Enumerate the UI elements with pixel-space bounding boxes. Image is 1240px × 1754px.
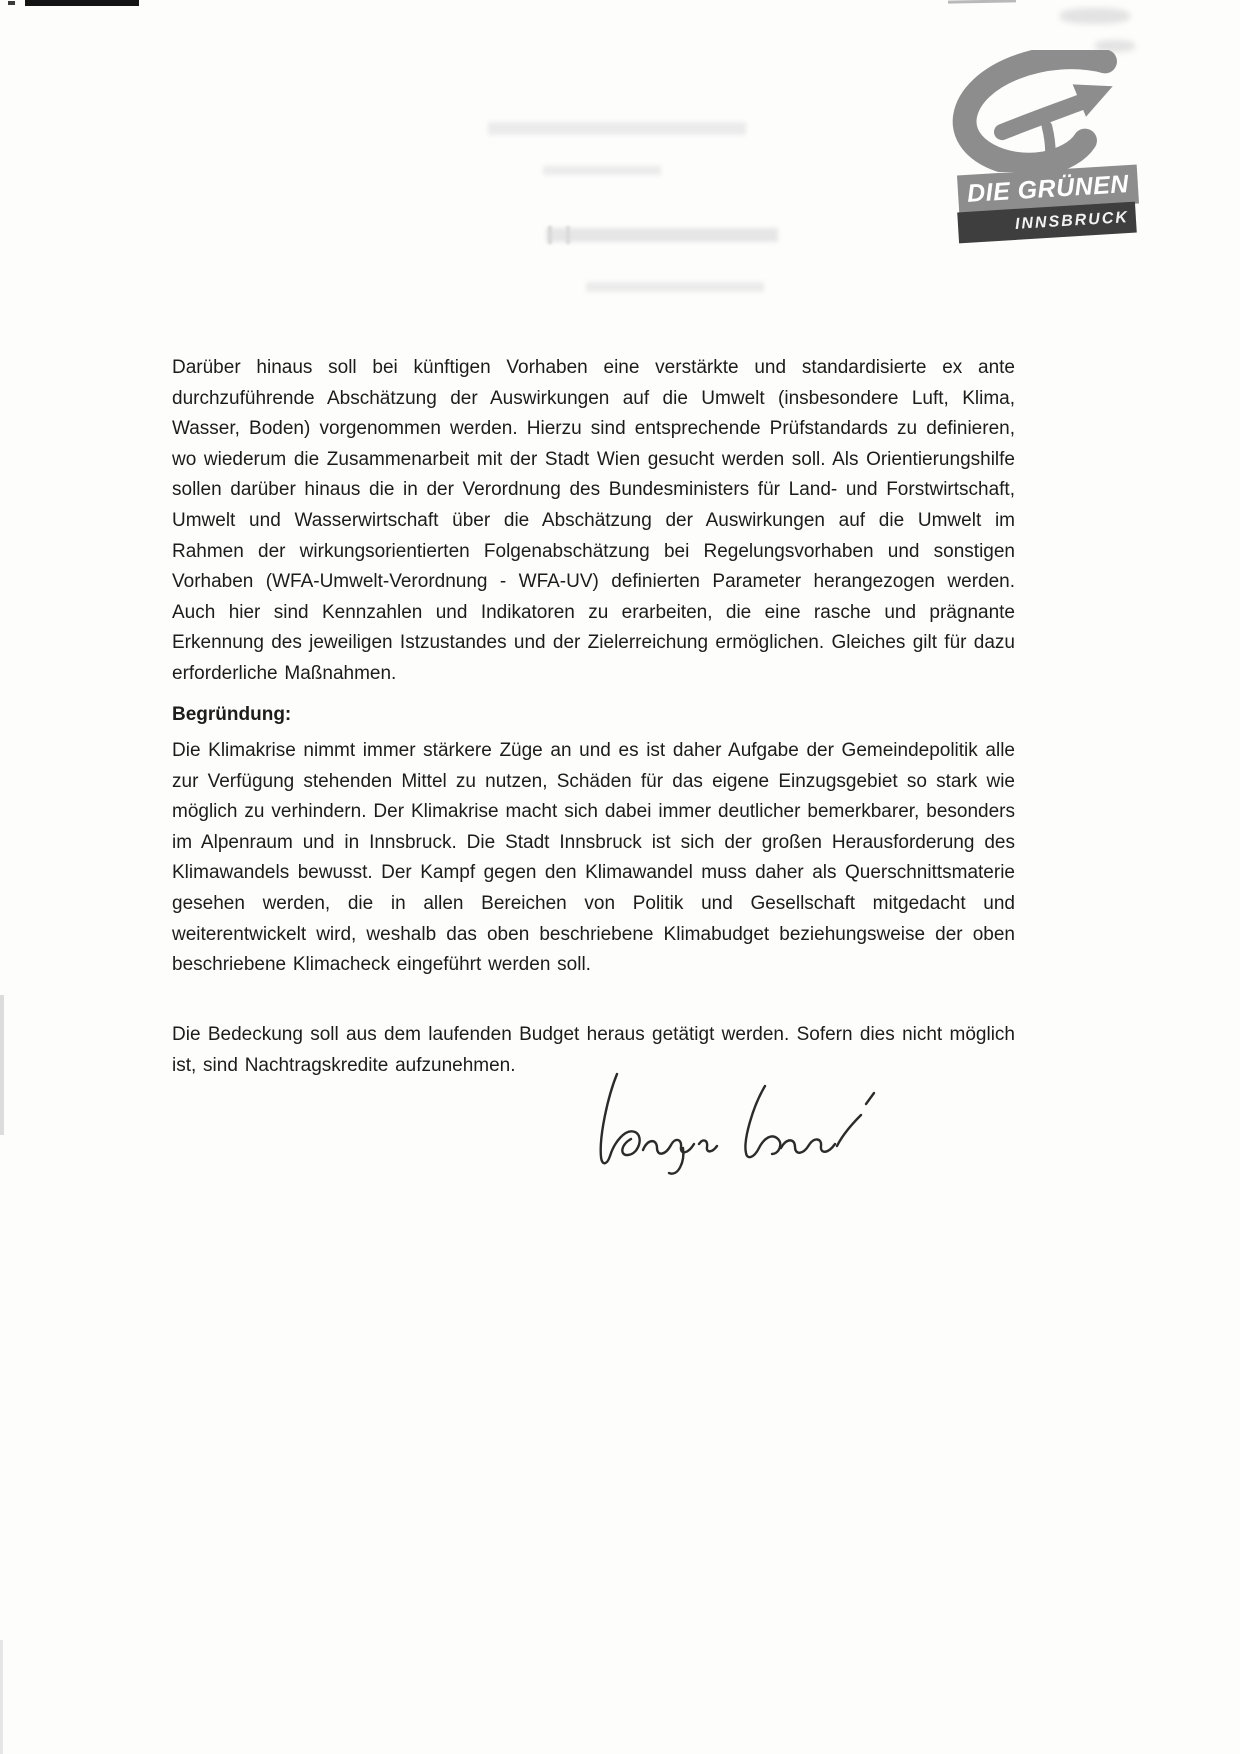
scan-artifact-top-right-line [948, 0, 1016, 4]
scan-artifact-speck [8, 1, 15, 5]
ghost-text-line [586, 282, 764, 292]
ghost-text-line [546, 228, 778, 242]
green-g-swoosh-icon [952, 50, 1138, 172]
ghost-text-line [488, 122, 746, 135]
paragraph-bedeckung: Die Bedeckung soll aus dem laufenden Budget heraus getätigt werden. Sofern dies nicht möglich ist, sind Nachtragskredite aufzunehmen. [172, 1024, 1015, 1076]
scan-artifact-smudge [1060, 8, 1130, 24]
heading-begruendung: Begründung: [172, 704, 292, 725]
scan-artifact-top-bar [25, 0, 139, 6]
paragraph-klimacheck: Darüber hinaus soll bei künftigen Vorhaben eine verstärkte und standardisierte ex ante durchzuführende Abschätzung der Auswirkungen auf die Umwelt (insbesondere Luft, Klima, Wasser, Boden) vorgenommen werden. Hierzu sind entsprechende Prüfstandards zu definieren, wo wiederum die Zusammenarbeit mit der Stadt Wien gesucht werden soll. Als Orientierungshilfe sollen darüber hinaus die in der Verordnung des Bundesministers für Land- und Forstwirtschaft, Umwelt und Wasserwirtschaft über die Abschätzung der Auswirkungen auf die Umwelt im Rahmen der wirkungsorientierten Folgenabschätzung bei Regelungsvorhaben und sonstigen Vorhaben (WFA-Umwelt-Verordnung - WFA-UV) definierten Parameter herangezogen werden. Auch hier sind Kennzahlen und Indikatoren zu erarbeiten, die eine rasche und prägnante Erkennung des jeweiligen Istzustandes und der Zielerreichung ermöglichen. Gleiches gilt für dazu erforderliche Maßnahmen. [172, 357, 1015, 684]
die-gruenen-innsbruck-logo [950, 42, 1150, 257]
logo-brand-text: DIE GRÜNEN [966, 170, 1130, 208]
handwritten-signature [575, 1060, 895, 1185]
scan-artifact-left-edge [0, 1640, 3, 1754]
scan-artifact-left-edge [0, 995, 4, 1135]
ghost-text-line [543, 166, 661, 175]
ghost-text-mark [566, 226, 570, 244]
paragraph-begruendung: Die Klimakrise nimmt immer stärkere Züge an und es ist daher Aufgabe der Gemeindepolitik alle zur Verfügung stehenden Mittel zu nutzen, Schäden für das eigene Einzugsgebiet so stark wie möglich zu verhindern. Der Klimakrise macht sich dabei immer deutlicher bemerkbarer, besonders im Alpenraum und in Innsbruck. Die Stadt Innsbruck ist sich der großen Herausforderung des Klimawandels bewusst. Der Kampf gegen den Klimawandel muss daher als Querschnittsmaterie gesehen werden, die in allen Bereichen von Politik und Gesellschaft mitgedacht und weiterentwickelt wird, weshalb das oben beschriebene Klimabudget beziehungsweise der oben beschriebene Klimacheck eingeführt werden soll. [172, 740, 1015, 976]
logo-region-text: INNSBRUCK [1014, 208, 1130, 233]
ghost-text-mark [548, 226, 552, 244]
